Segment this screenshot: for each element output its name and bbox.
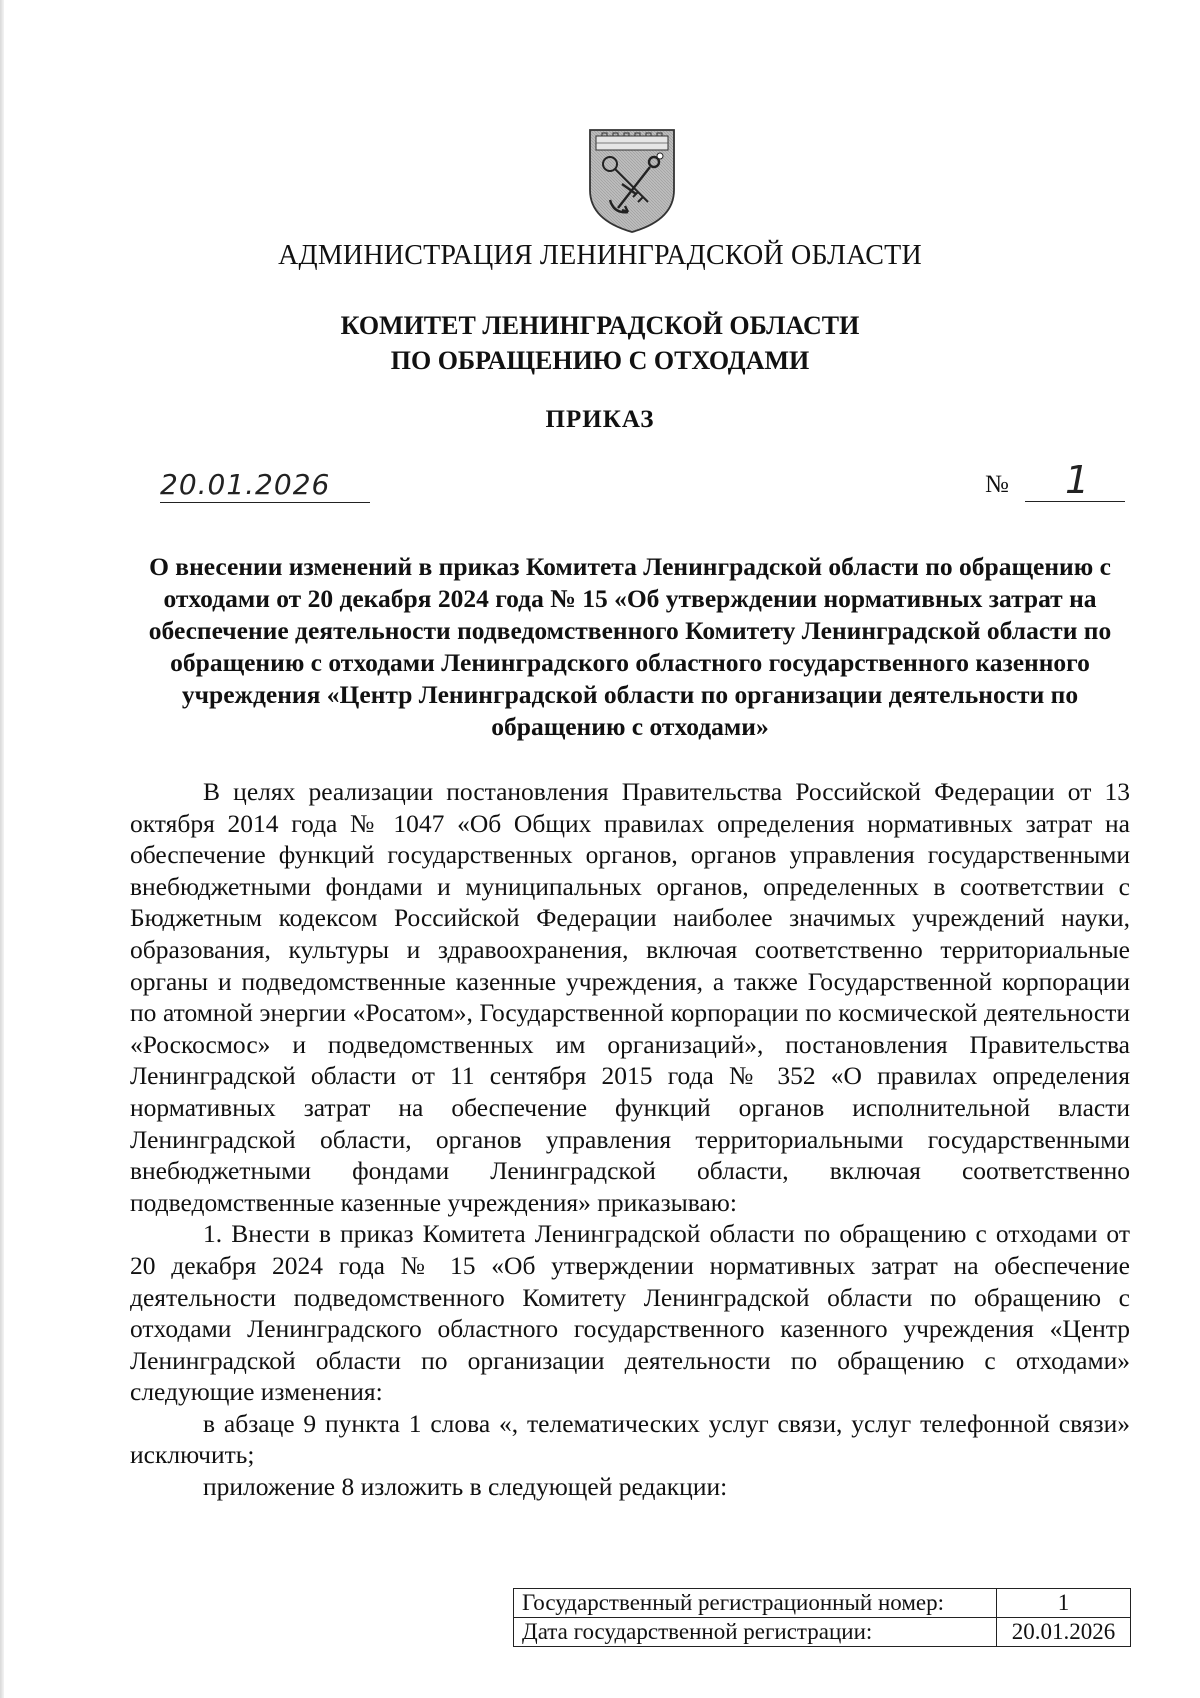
committee-title xyxy=(0,308,1200,378)
registration-number-label: Государственный регистрационный номер: xyxy=(514,1589,997,1618)
change-2-paragraph: приложение 8 изложить в следующей редакции: xyxy=(203,1472,728,1502)
order-date: 20.01.2026 xyxy=(160,468,370,503)
order-subject: О внесении изменений в приказ Комитета Ленинградской области по обращению с отходами от 20 декабря 2024 года № 15 «Об утверждении нормативных затрат на обеспечение деятельности подведомственного Комитету Ленинградской области по обращению с отходами Ленинградского областного государственного казенного учреждения «Центр Ленинградской области по организации деятельности по обращению с отходами» xyxy=(148,552,1112,741)
document-type-title: ПРИКАЗ xyxy=(545,406,655,433)
committee-title-line2: ПО ОБРАЩЕНИЮ С ОТХОДАМИ xyxy=(390,346,810,375)
registration-date-label: Дата государственной регистрации: xyxy=(514,1618,997,1647)
preamble-paragraph: В целях реализации постановления Правительства Российской Федерации от 13 октября 2014 года № 1047 «Об Общих правилах определения нормативных затрат на обеспечение функций государственных органов, органов управления государственными внебюджетными фондами и муниципальных органов, определенных в соответствии с Бюджетным кодексом Российской Федерации наиболее значимых учреждений науки, образования, культуры и здравоохранения, включая соответственно территориальные органы и подведомственные казенные учреждения, а также Государственной корпорации по атомной энергии «Росатом», Государственной корпорации по космической деятельности «Роскосмос» и подведомственных им организаций», постановления Правительства Ленинградской области от 11 сентября 2015 года № 352 «О правилах определения нормативных затрат на обеспечение функций органов исполнительной власти Ленинградской области, органов управления территориальными государственными внебюджетными фондами Ленинградской области, включая соответственно подведомственные казенные учреждения» приказываю: xyxy=(130,777,1130,1217)
order-number-label: № xyxy=(985,471,1009,498)
administration-title: АДМИНИСТРАЦИЯ ЛЕНИНГРАДСКОЙ ОБЛАСТИ xyxy=(278,240,922,271)
committee-title-line1: КОМИТЕТ ЛЕНИНГРАДСКОЙ ОБЛАСТИ xyxy=(340,311,860,340)
order-number: 1 xyxy=(1025,458,1125,502)
registration-date-value: 20.01.2026 xyxy=(997,1618,1131,1647)
change-1-paragraph: в абзаце 9 пункта 1 слова «, телематических услуг связи, услуг телефонной связи» исключить; xyxy=(130,1408,1130,1470)
registration-stamp-table xyxy=(513,1588,1131,1647)
leningrad-oblast-coat-of-arms-icon xyxy=(588,128,676,234)
order-body xyxy=(130,776,1130,1503)
table-row xyxy=(514,1589,1131,1618)
item-1-paragraph: 1. Внести в приказ Комитета Ленинградской области по обращению с отходами от 20 декабря 2024 года № 15 «Об утверждении нормативных затрат на обеспечение деятельности подведомственного Комитету Ленинградской области по обращению с отходами Ленинградского областного государственного казенного учреждения «Центр Ленинградской области по организации деятельности по обращению с отходами» следующие изменения: xyxy=(130,1219,1130,1407)
registration-number-value: 1 xyxy=(997,1589,1131,1618)
table-row xyxy=(514,1618,1131,1647)
